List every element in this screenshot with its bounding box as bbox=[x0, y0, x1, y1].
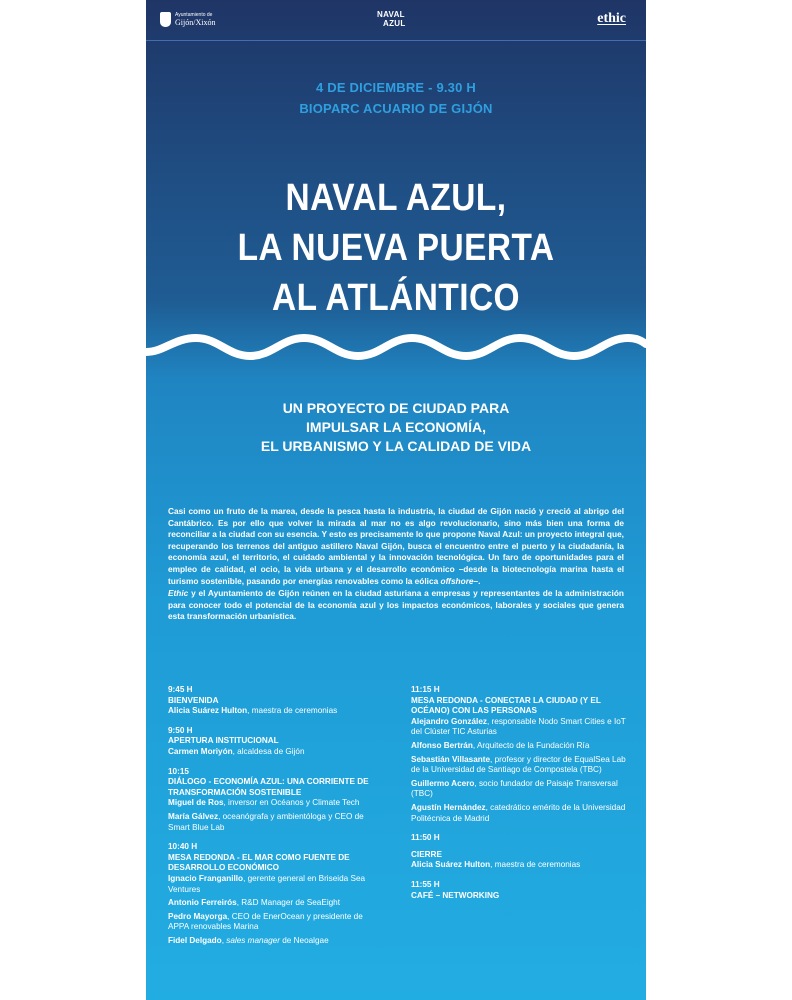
speaker bbox=[168, 874, 378, 895]
program-slot bbox=[168, 726, 378, 758]
speaker bbox=[411, 779, 626, 800]
speaker-name: Guillermo Acero bbox=[411, 778, 475, 788]
speaker-name: María Gálvez bbox=[168, 811, 219, 821]
speaker bbox=[411, 755, 626, 776]
speaker-name: Antonio Ferreirós bbox=[168, 898, 237, 908]
speaker-role: de Neoalgae bbox=[279, 935, 329, 945]
gijon-logo-small-text: Ayuntamiento de bbox=[175, 12, 213, 18]
speaker-role: , maestra de ceremonias bbox=[247, 706, 338, 716]
naval-azul-logo bbox=[377, 10, 406, 28]
header-divider bbox=[146, 40, 646, 41]
gijon-logo bbox=[160, 11, 215, 27]
event-date: 4 DE DICIEMBRE - 9.30 H bbox=[316, 80, 476, 95]
intro-paragraph-2: Ethic y el Ayuntamiento de Gijón reúnen en la ciudad asturiana a empresas y representantes de la administración para conocer todo el potencial de la economía azul y los impactos económicos, laborales y sociales que genera esta transformación urbanística. bbox=[168, 588, 624, 622]
speaker-name: Ignacio Franganillo bbox=[168, 873, 244, 883]
speaker-role: , profesor y director de EqualSea Lab de la Universidad de Santiago de Compostela (TBC) bbox=[411, 754, 626, 775]
speaker-role: , oceanógrafa y ambientóloga y CEO de Smart Blue Lab bbox=[168, 811, 364, 832]
speaker bbox=[168, 936, 378, 947]
slot-time: 9:50 H bbox=[168, 725, 193, 735]
slot-time: 10:15 bbox=[168, 766, 189, 776]
speaker-name: Alejandro González bbox=[411, 716, 487, 726]
slot-time: 10:40 H bbox=[168, 842, 198, 852]
speaker bbox=[168, 898, 378, 909]
title-line: LA NUEVA PUERTA bbox=[237, 227, 555, 269]
program-slot bbox=[168, 767, 378, 834]
speaker-role: , responsable Nodo Smart Cities e IoT del Clúster TIC Asturias bbox=[411, 716, 626, 737]
program-slot bbox=[411, 685, 626, 824]
gijon-crest-icon bbox=[160, 12, 171, 27]
slot-time: 11:55 H bbox=[411, 879, 440, 889]
event-poster bbox=[146, 0, 646, 1000]
program-slot bbox=[411, 833, 626, 871]
naval-logo-line2: AZUL bbox=[383, 19, 406, 28]
speaker-role: , inversor en Océanos y Climate Tech bbox=[223, 798, 360, 808]
program-right-column bbox=[411, 685, 626, 910]
slot-title: MESA REDONDA - CONECTAR LA CIUDAD (Y EL OCÉANO) CON LAS PERSONAS bbox=[411, 695, 601, 716]
speaker-role: , bbox=[221, 935, 227, 945]
speaker-role: , CEO de EnerOcean y presidente de APPA renovables Marina bbox=[168, 911, 363, 932]
program-slot bbox=[168, 685, 378, 717]
speaker-name: Alfonso Bertrán bbox=[411, 740, 473, 750]
title-line: NAVAL AZUL, bbox=[285, 177, 507, 219]
speaker-name: Agustín Hernández bbox=[411, 802, 486, 812]
slot-time: 11:15 H bbox=[411, 685, 440, 694]
subtitle-line: IMPULSAR LA ECONOMÍA, bbox=[306, 419, 486, 435]
speaker bbox=[168, 812, 378, 833]
program-slot bbox=[411, 880, 626, 901]
poster-header bbox=[146, 0, 646, 40]
slot-title: APERTURA INSTITUCIONAL bbox=[168, 736, 279, 746]
slot-title: DIÁLOGO - ECONOMÍA AZUL: UNA CORRIENTE DE TRANSFORMACIÓN SOSTENIBLE bbox=[168, 777, 369, 797]
speaker bbox=[168, 706, 378, 717]
speaker-role-em: sales manager bbox=[226, 935, 280, 945]
subtitle bbox=[146, 399, 646, 456]
naval-logo-line1: NAVAL bbox=[377, 10, 405, 19]
speaker bbox=[168, 747, 378, 758]
intro-text bbox=[168, 506, 624, 623]
slot-time: 9:45 H bbox=[168, 685, 193, 694]
speaker-role: , catedrático emérito de la Universidad Politécnica de Madrid bbox=[411, 802, 626, 823]
event-place: BIOPARC ACUARIO DE GIJÓN bbox=[299, 101, 493, 116]
slot-title: MESA REDONDA - EL MAR COMO FUENTE DE DESARROLLO ECONÓMICO bbox=[168, 852, 350, 873]
speaker bbox=[168, 798, 378, 809]
program-slot bbox=[168, 842, 378, 946]
subtitle-line: EL URBANISMO Y LA CALIDAD DE VIDA bbox=[260, 438, 532, 454]
speaker bbox=[411, 803, 626, 824]
speaker-role: , alcaldesa de Gijón bbox=[232, 746, 305, 756]
intro-paragraph-1: Casi como un fruto de la marea, desde la pesca hasta la industria, la ciudad de Gijón nació y creció al abrigo del Cantábrico. Es por ello que volver la mirada al mar no es algo revolucionario, sino más bien una forma de reconciliar a la ciudad con su esencia. Y esto es precisamente lo que propone Naval Azul: un proyecto integral que, recuperando los terrenos del antiguo astillero Naval Gijón, busca el encuentro entre el puerto y la ciudadanía, la economía azul, el territorio, el cuidado ambiental y la innovación tecnológica. Un faro de oportunidades para el empleo de calidad, el ocio, la vida urbana y el desarrollo económico –desde la biotecnología marina hasta el turismo sostenible, pasando por energías renovables como la eólica offshore–. bbox=[168, 506, 624, 586]
gijon-logo-name: Gijón/Xixón bbox=[175, 18, 216, 27]
speaker-name: Alicia Suárez Hulton bbox=[411, 860, 491, 870]
speaker bbox=[411, 717, 626, 738]
speaker bbox=[411, 860, 626, 871]
speaker bbox=[168, 912, 378, 933]
main-title bbox=[176, 173, 616, 323]
subtitle-line: UN PROYECTO DE CIUDAD PARA bbox=[282, 400, 510, 416]
slot-title: BIENVENIDA bbox=[168, 695, 219, 705]
speaker-name: Sebastián Villasante bbox=[411, 754, 491, 764]
title-line: AL ATLÁNTICO bbox=[271, 277, 520, 319]
speaker-name: Carmen Moriyón bbox=[168, 746, 233, 756]
ethic-logo: ethic bbox=[597, 11, 626, 26]
speaker-name: Fidel Delgado bbox=[168, 935, 222, 945]
speaker-name: Alicia Suárez Hulton bbox=[168, 706, 248, 716]
slot-time: 11:50 H bbox=[411, 833, 440, 843]
speaker-name: Pedro Mayorga bbox=[168, 911, 228, 921]
wave-divider bbox=[146, 330, 646, 380]
speaker-role: , Arquitecto de la Fundación Ría bbox=[472, 740, 590, 750]
speaker-role: , socio fundador de Paisaje Transversal (TBC) bbox=[411, 778, 618, 799]
speaker-name: Miguel de Ros bbox=[168, 798, 224, 808]
speaker bbox=[411, 741, 626, 752]
slot-title: CAFÉ – NETWORKING bbox=[411, 890, 500, 900]
speaker-role: , R&D Manager de SeaEight bbox=[236, 898, 341, 908]
program-left-column bbox=[168, 685, 378, 955]
speaker-role: , gerente general en Briseida Sea Ventures bbox=[168, 873, 366, 894]
slot-title: CIERRE bbox=[411, 849, 442, 859]
speaker-role: , maestra de ceremonias bbox=[490, 860, 581, 870]
